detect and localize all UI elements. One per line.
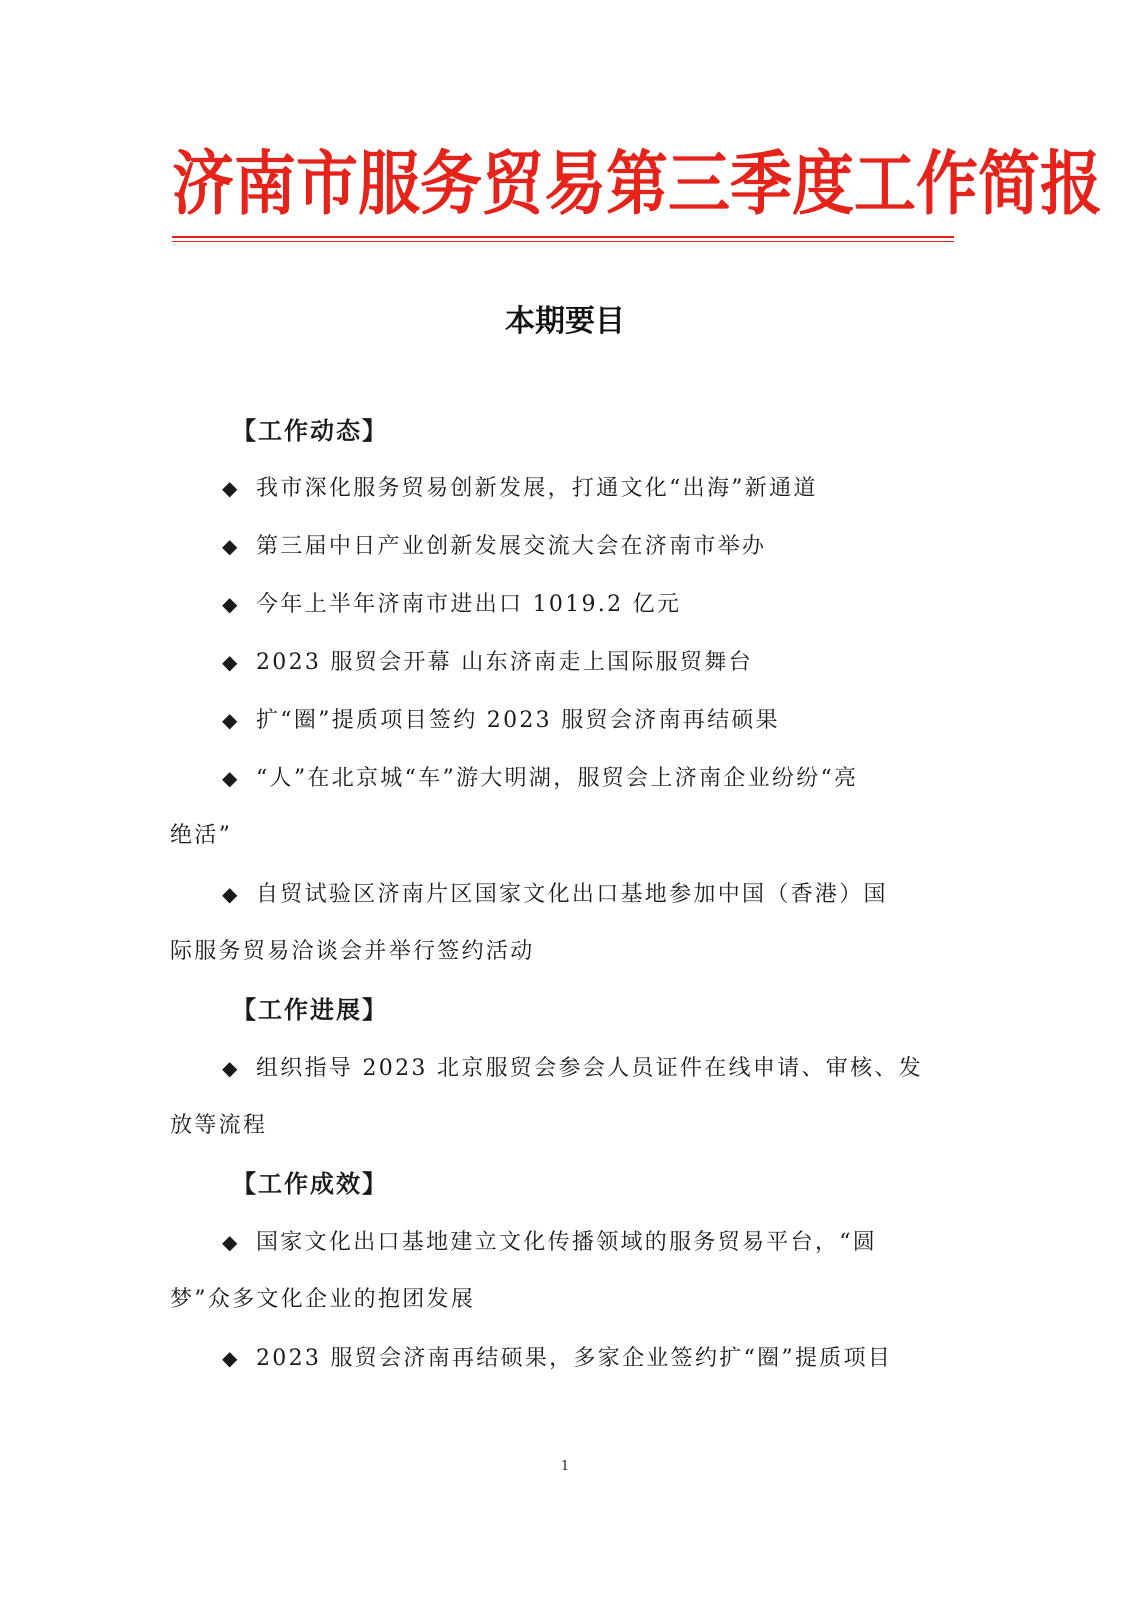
list-item	[222, 468, 818, 509]
contents-heading: 本期要目	[505, 304, 625, 339]
list-item-continuation: 绝活”	[170, 823, 233, 848]
diamond-bullet-icon: ◆	[222, 534, 238, 558]
list-item-text: 今年上半年济南市进出口 1019.2 亿元	[256, 592, 682, 617]
list-item-continuation: 梦”众多文化企业的抱团发展	[170, 1287, 476, 1312]
list-item-text: 我市深化服务贸易创新发展，打通文化“出海”新通道	[256, 476, 818, 501]
list-item	[222, 1222, 877, 1263]
list-item	[222, 1048, 923, 1089]
section-heading-work-results: 【工作成效】	[232, 1169, 388, 1198]
list-item	[222, 874, 888, 915]
list-item-text: 2023 服贸会开幕 山东济南走上国际服贸舞台	[256, 650, 753, 675]
list-item	[222, 526, 766, 567]
list-item	[222, 1338, 892, 1379]
list-item-text: 自贸试验区济南片区国家文化出口基地参加中国（香港）国	[256, 882, 888, 907]
diamond-bullet-icon: ◆	[222, 882, 238, 906]
list-item	[222, 758, 858, 799]
list-item-text: 国家文化出口基地建立文化传播领域的服务贸易平台，“圆	[256, 1230, 878, 1255]
page-number: 1	[560, 1459, 570, 1474]
diamond-bullet-icon: ◆	[222, 592, 238, 616]
diamond-bullet-icon: ◆	[222, 1230, 238, 1254]
diamond-bullet-icon: ◆	[222, 1346, 238, 1370]
diamond-bullet-icon: ◆	[222, 708, 238, 732]
list-item	[222, 584, 681, 625]
list-item-text: “人”在北京城“车”游大明湖，服贸会上济南企业纷纷“亮	[256, 766, 859, 791]
list-item-text: 扩“圈”提质项目签约 2023 服贸会济南再结硕果	[256, 708, 780, 733]
list-item-continuation: 放等流程	[170, 1113, 268, 1138]
list-item-text: 组织指导 2023 北京服贸会参会人员证件在线申请、审核、发	[256, 1056, 923, 1081]
diamond-bullet-icon: ◆	[222, 650, 238, 674]
list-item-text: 第三届中日产业创新发展交流大会在济南市举办	[256, 534, 767, 559]
section-heading-work-progress: 【工作进展】	[232, 995, 388, 1024]
list-item	[222, 642, 753, 683]
diamond-bullet-icon: ◆	[222, 766, 238, 790]
list-item	[222, 700, 780, 741]
section-heading-work-news: 【工作动态】	[232, 416, 388, 445]
title-divider	[172, 236, 954, 242]
report-title: 济南市服务贸易第三季度工作简报	[172, 142, 1103, 225]
diamond-bullet-icon: ◆	[222, 476, 238, 500]
list-item-continuation: 际服务贸易洽谈会并举行签约活动	[170, 939, 535, 964]
list-item-text: 2023 服贸会济南再结硕果，多家企业签约扩“圈”提质项目	[256, 1346, 893, 1371]
diamond-bullet-icon: ◆	[222, 1056, 238, 1080]
